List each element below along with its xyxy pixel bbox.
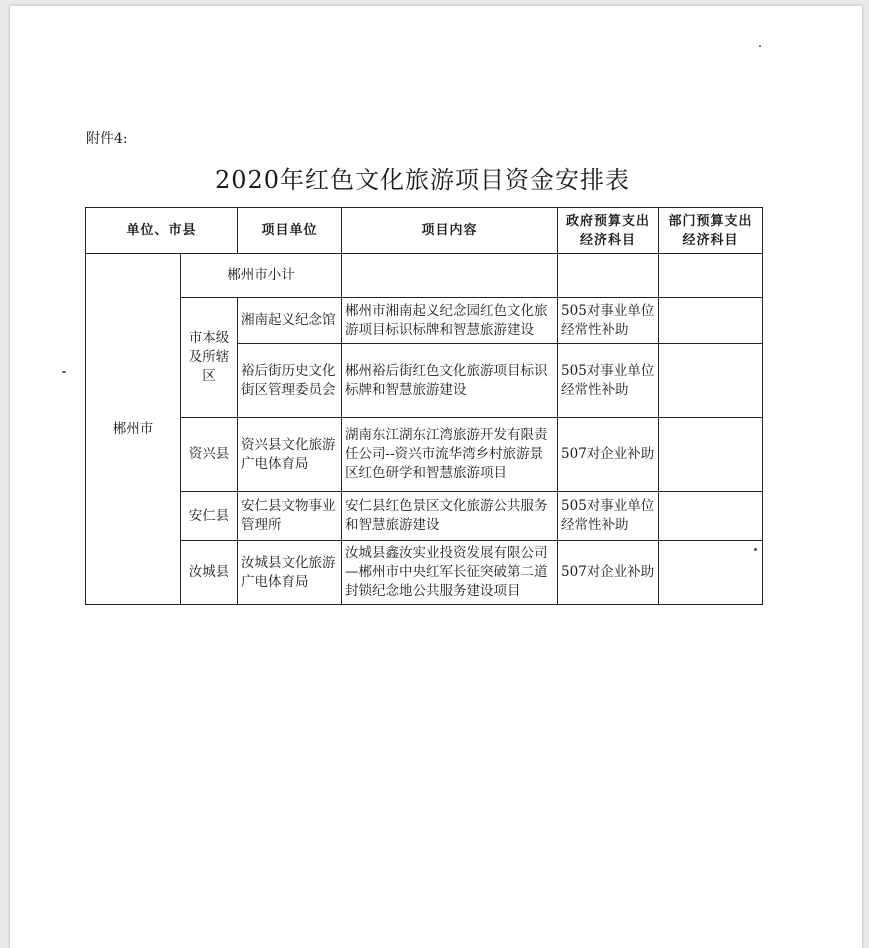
project-unit-cell: 资兴县文化旅游广电体育局 [238, 418, 342, 492]
dept-budget-cell [659, 492, 763, 541]
attachment-label: 附件4: [86, 131, 128, 147]
project-unit-cell: 湘南起义纪念馆 [238, 298, 342, 344]
project-content-text: 汝城县鑫汝实业投资发展有限公司—郴州市中央红军长征突破第二道封锁纪念地公共服务建设项目 [345, 545, 548, 599]
project-content-cell: 安仁县红色景区文化旅游公共服务和智慧旅游建设 [342, 492, 558, 541]
table-row [86, 541, 763, 605]
header-project-unit: 项目单位 [238, 208, 342, 254]
subtotal-gov [558, 254, 659, 298]
gov-budget-cell: 507对企业补助 [558, 541, 659, 605]
gov-budget-cell: 507对企业补助 [558, 418, 659, 492]
fund-allocation-table [85, 207, 763, 605]
dept-budget-cell [659, 298, 763, 344]
county-cell: 安仁县 [181, 492, 238, 541]
gov-budget-cell: 505对事业单位经常性补助 [558, 298, 659, 344]
project-unit-cell: 汝城县文化旅游广电体育局 [238, 541, 342, 605]
project-content-cell: 郴州裕后街红色文化旅游项目标识标牌和智慧旅游建设 [342, 344, 558, 418]
table-row [86, 492, 763, 541]
scan-speck [759, 45, 761, 47]
header-row [86, 208, 763, 254]
dept-budget-cell [659, 344, 763, 418]
project-content-cell [342, 298, 558, 344]
project-unit-cell: 裕后街历史文化街区管理委员会 [238, 344, 342, 418]
county-cell: 资兴县 [181, 418, 238, 492]
header-project-content: 项目内容 [342, 208, 558, 254]
dept-budget-cell [659, 541, 763, 605]
gov-budget-cell: 505对事业单位经常性补助 [558, 492, 659, 541]
project-content-text: 湖南东江湖东江湾旅游开发有限责任公司--资兴市流华湾乡村旅游景区红色研学和智慧旅游项目 [345, 427, 548, 481]
project-content-cell [342, 418, 558, 492]
gov-budget-cell: 505对事业单位经常性补助 [558, 344, 659, 418]
subtotal-label: 郴州市小计 [181, 254, 342, 298]
subtotal-content [342, 254, 558, 298]
document-title: 2020年红色文化旅游项目资金安排表 [214, 166, 631, 194]
dept-budget-cell [659, 418, 763, 492]
county-cell: 市本级及所辖区 [181, 298, 238, 418]
project-content-text: 郴州市湘南起义纪念园红色文化旅游项目标识标牌和智慧旅游建设 [345, 302, 548, 338]
county-cell: 汝城县 [181, 541, 238, 605]
subtotal-dept [659, 254, 763, 298]
header-gov-budget: 政府预算支出经济科目 [558, 208, 659, 254]
project-unit-cell: 安仁县文物事业管理所 [238, 492, 342, 541]
table-row [86, 418, 763, 492]
project-content-cell [342, 541, 558, 605]
table-row [86, 254, 763, 298]
header-unit-county: 单位、市县 [86, 208, 238, 254]
scan-speck [62, 371, 66, 373]
table-row [86, 298, 763, 344]
city-cell: 郴州市 [86, 254, 181, 605]
header-dept-budget: 部门预算支出经济科目 [659, 208, 763, 254]
scan-speck [754, 548, 757, 551]
